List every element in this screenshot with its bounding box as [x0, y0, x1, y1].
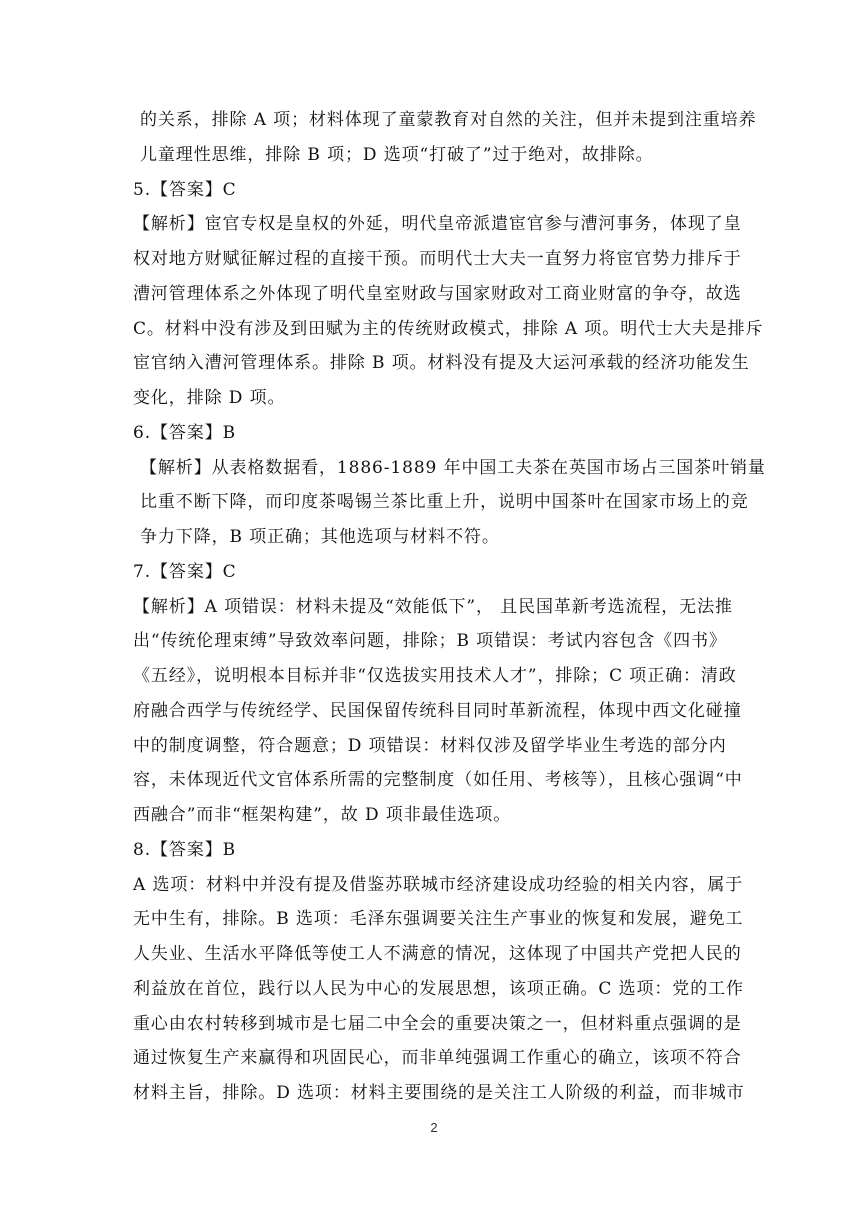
text-line-4: 【解析】宦官专权是皇权的外延，明代皇帝派遣宦官参与漕河事务，体现了皇 — [133, 214, 742, 234]
text-line-7: C。材料中没有涉及到田赋为主的传统财政模式，排除 A 项。明代士大夫是排斥 — [133, 319, 764, 339]
text-line-5: 权对地方财赋征解过程的直接干预。而明代士大夫一直努力将宦官势力排斥于 — [133, 249, 742, 269]
text-line-15: 【解析】A 项错误：材料未提及“效能低下”， 且民国革新考选流程，无法推 — [133, 597, 733, 617]
text-line-24: 无中生有，排除。B 选项：毛泽东强调要关注生产事业的恢复和发展，避免工 — [133, 909, 744, 929]
text-line-20: 容，未体现近代文官体系所需的完整制度（如任用、考核等），且核心强调“中 — [133, 770, 743, 790]
text-line-25: 人失业、生活水平降低等使工人不满意的情况，这体现了中国共产党把人民的 — [133, 944, 742, 964]
text-line-29: 材料主旨，排除。D 选项：材料主要围绕的是关注工人阶级的利益，而非城市 — [133, 1083, 745, 1103]
answer-heading-8: 8.【答案】B — [133, 840, 237, 860]
text-line-9: 变化，排除 D 项。 — [133, 388, 286, 408]
answer-heading-7: 7.【答案】C — [133, 562, 237, 582]
text-line-6: 漕河管理体系之外体现了明代皇室财政与国家财政对工商业财富的争夺，故选 — [133, 284, 742, 304]
text-line-2: 儿童理性思维，排除 B 项；D 选项“打破了”过于绝对，故排除。 — [140, 145, 654, 165]
text-line-18: 府融合西学与传统经学、民国保留传统科目同时革新流程，体现中西文化碰撞 — [133, 701, 742, 721]
text-line-27: 重心由农村转移到城市是七届二中全会的重要决策之一，但材料重点强调的是 — [133, 1014, 742, 1034]
text-line-26: 利益放在首位，践行以人民为中心的发展思想，该项正确。C 选项：党的工作 — [133, 979, 744, 999]
text-line-28: 通过恢复生产来赢得和巩固民心，而非单纯强调工作重心的确立，该项不符合 — [133, 1048, 742, 1068]
text-line-17: 《五经》，说明根本目标并非“仅选拔实用技术人才”，排除；C 项正确：清政 — [133, 666, 737, 686]
text-line-16: 出“传统伦理束缚”导致效率问题，排除；B 项错误：考试内容包含《四书》 — [133, 631, 727, 651]
answer-heading-5: 5.【答案】C — [133, 180, 237, 200]
text-line-8: 宦官纳入漕河管理体系。排除 B 项。材料没有提及大运河承载的经济功能发生 — [133, 353, 750, 373]
text-line-13: 争力下降，B 项正确；其他选项与材料不符。 — [140, 527, 500, 547]
text-line-19: 中的制度调整，符合题意；D 项错误：材料仅涉及留学毕业生考选的部分内 — [133, 736, 727, 756]
answer-heading-6: 6.【答案】B — [133, 423, 237, 443]
text-line-11: 【解析】从表格数据看，1886-1889 年中国工夫茶在英国市场占三国茶叶销量 — [140, 458, 766, 478]
page-number: 2 — [430, 1120, 438, 1135]
text-line-1: 的关系，排除 A 项；材料体现了童蒙教育对自然的关注，但并未提到注重培养 — [140, 110, 757, 130]
text-line-23: A 选项：材料中并没有提及借鉴苏联城市经济建设成功经验的相关内容，属于 — [133, 875, 744, 895]
text-line-21: 西融合”而非“框架构建”，故 D 项非最佳选项。 — [133, 805, 512, 825]
text-line-12: 比重不断下降，而印度茶喝锡兰茶比重上升，说明中国茶叶在国家市场上的竞 — [140, 492, 749, 512]
